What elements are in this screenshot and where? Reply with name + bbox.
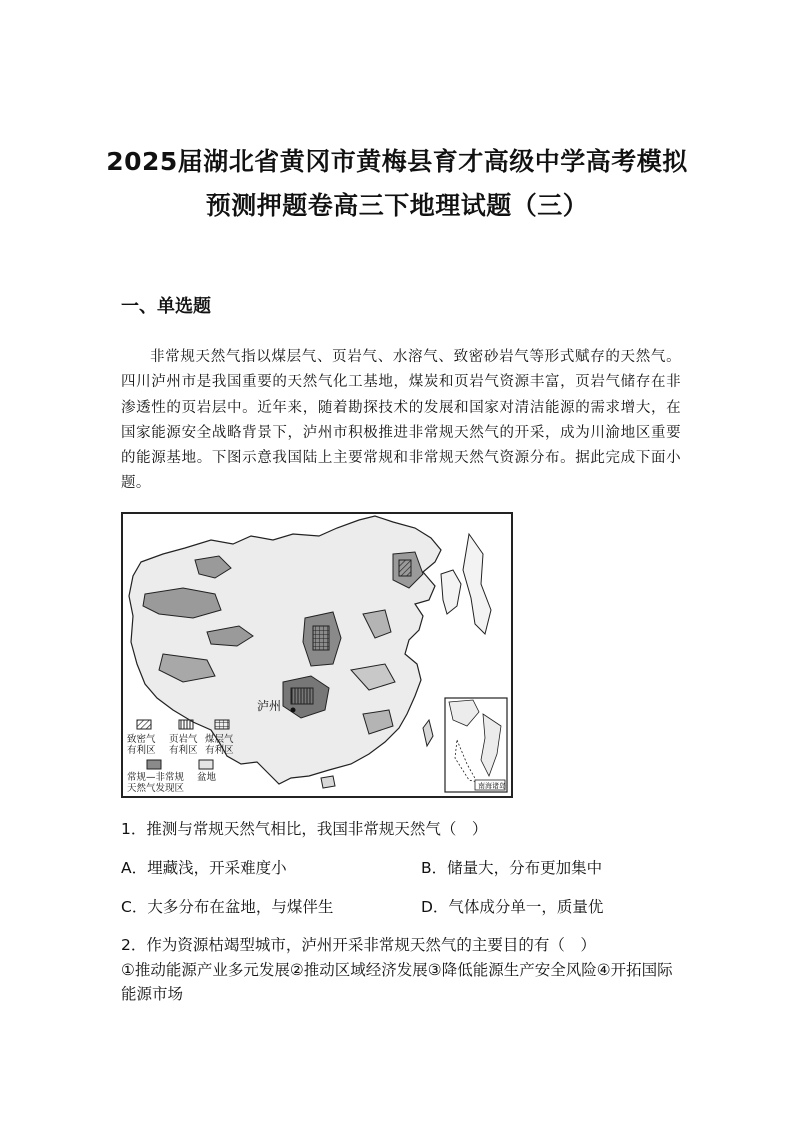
question-1-option-a[interactable]: A．埋藏浅，开采难度小 [121,859,287,877]
question-1-option-d[interactable]: D．气体成分单一，质量优 [421,898,604,916]
luzhou-label: 泸州 [257,699,282,713]
luzhou-marker [291,708,296,713]
gas-resource-map [121,512,513,798]
reading-passage: 非常规天然气指以煤层气、页岩气、水溶气、致密砂岩气等形式赋存的天然气。四川泸州市是我国重要的天然气化工基地，煤炭和页岩气资源丰富，页岩气储存在非渗透性的页岩层中。近年来，随着勘探技术的发展和国家对清洁能源的需求增大，在国家能源安全战略背景下，泸州市积极推进非常规天然气的开采，成为川渝地区重要的能源基地。下图示意我国陆上主要常规和非常规天然气资源分布。据此完成下面小题。 [121,349,681,492]
question-1-option-c[interactable]: C．大多分布在盆地，与煤伴生 [121,898,334,916]
title-line-2: 预测押题卷高三下地理试题（三） [205,191,589,220]
question-2-stem: 2．作为资源枯竭型城市，泸州开采非常规天然气的主要目的有（ ） [121,936,596,954]
south-china-sea-inset [445,698,507,792]
section-heading: 一、单选题 [121,296,211,317]
legend-shale-gas-2: 有利区 [169,745,198,756]
document-title [60,140,734,228]
china-map-figure [123,514,511,796]
legend-discovery-2: 天然气发现区 [127,783,185,794]
question-1-stem: 1．推测与常规天然气相比，我国非常规天然气（ ） [121,820,488,838]
legend-tight-gas-2: 有利区 [127,745,156,756]
legend-shale-gas-1: 页岩气 [169,734,198,745]
legend-coalbed-gas-1: 煤层气 [205,734,234,745]
question-2-statements: ①推动能源产业多元发展②推动区域经济发展③降低能源生产安全风险④开拓国际能源市场 [121,961,673,1003]
inset-label: 南海诸岛 [478,782,506,790]
legend-basin: 盆地 [197,772,217,783]
title-line-1: 2025届湖北省黄冈市黄梅县育才高级中学高考模拟 [106,147,688,176]
legend-coalbed-gas-2: 有利区 [205,745,234,756]
legend-tight-gas-1: 致密气 [127,734,156,745]
legend-discovery-1: 常规—非常规 [127,772,185,783]
question-1-option-b[interactable]: B．储量大，分布更加集中 [421,859,603,877]
